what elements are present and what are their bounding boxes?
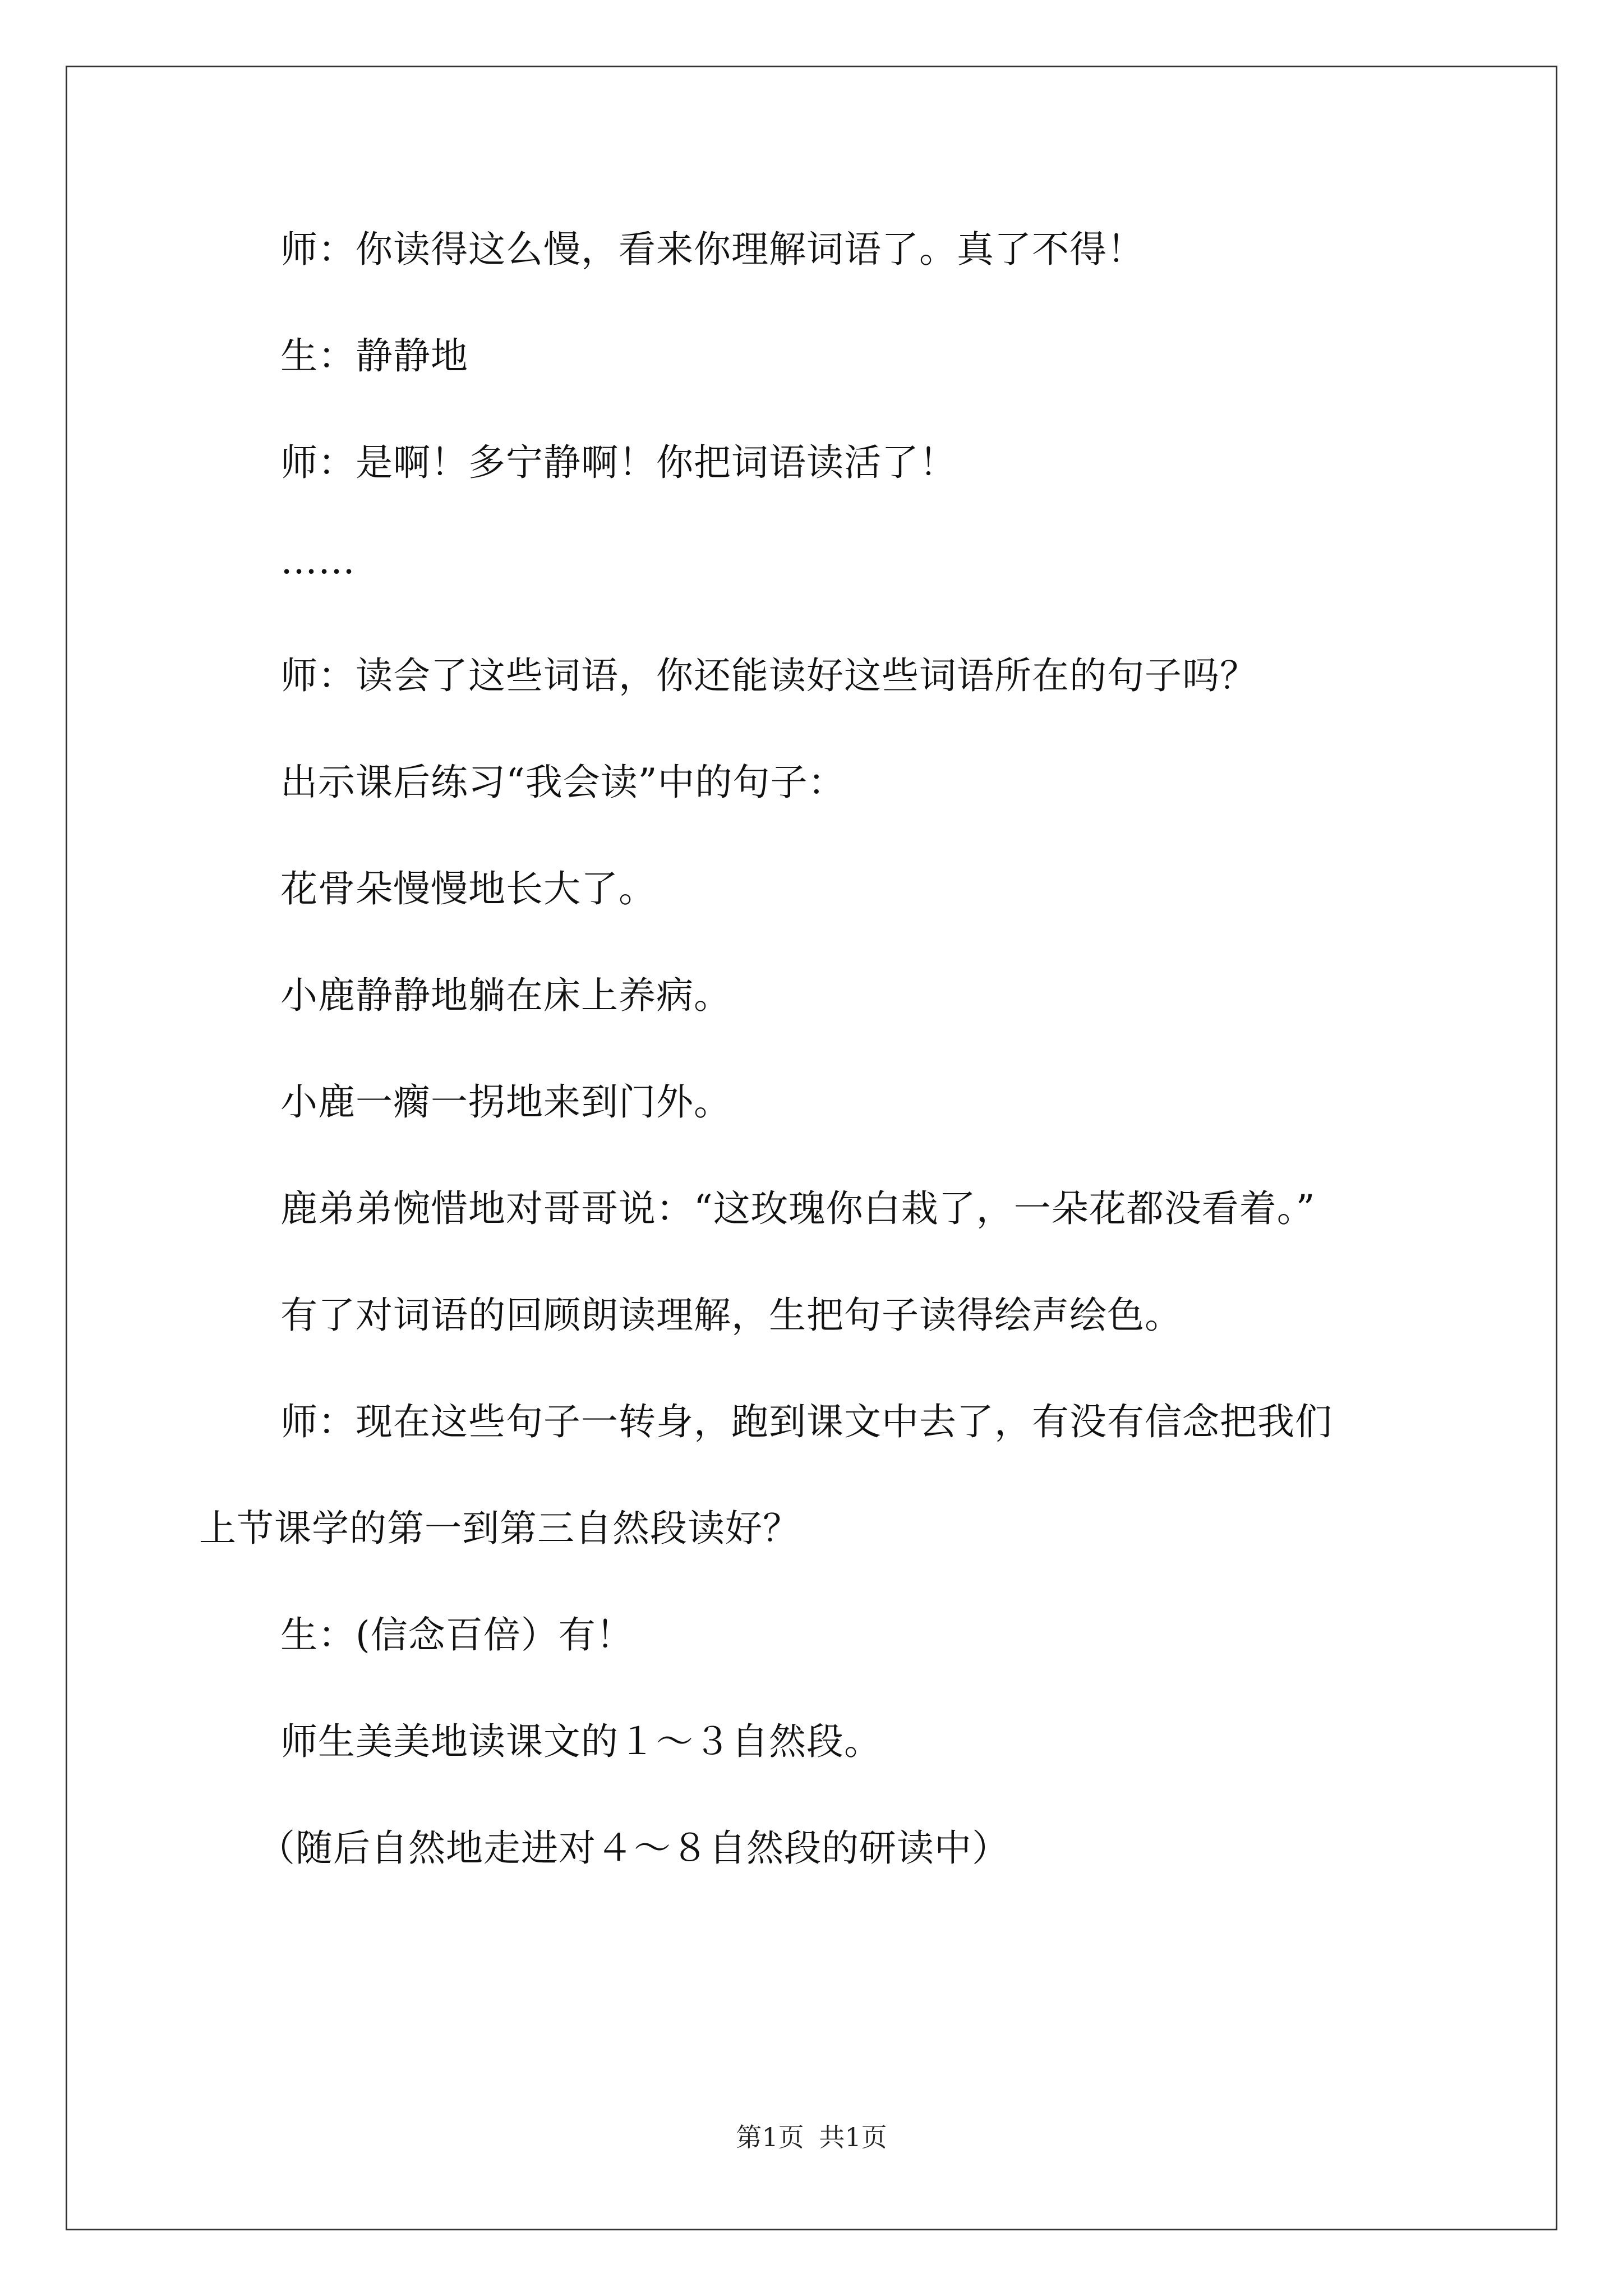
page-footer — [0, 2120, 1623, 2154]
paragraph-10: 鹿弟弟惋惜地对哥哥说：“这玫瑰你白栽了，一朵花都没看着。” — [280, 1187, 1316, 1230]
paragraph-5: 师：读会了这些词语，你还能读好这些词语所在的句子吗？ — [280, 654, 1257, 697]
page-number-current: 第1页 — [736, 2122, 804, 2152]
paragraph-12-continued: 上节课学的第一到第三自然段读好？ — [199, 1507, 800, 1550]
paragraph-ellipsis: …… — [280, 539, 356, 582]
paragraph-8: 小鹿静静地躺在床上养病。 — [280, 974, 731, 1017]
paragraph-6: 出示课后练习“我会读”中的句子： — [280, 761, 846, 804]
paragraph-2: 生：静静地 — [280, 334, 468, 378]
page-number-total: 共1页 — [819, 2122, 887, 2152]
page-border — [66, 66, 1557, 2230]
paragraph-14: 师生美美地读课文的１～３自然段。 — [280, 1720, 882, 1763]
paragraph-13: 生：(信念百倍）有！ — [280, 1613, 634, 1657]
paragraph-15: （随后自然地走进对４～８自然段的研读中） — [258, 1826, 1009, 1870]
paragraph-3: 师：是啊！多宁静啊！你把词语读活了！ — [280, 441, 957, 484]
paragraph-9: 小鹿一瘸一拐地来到门外。 — [280, 1080, 731, 1124]
paragraph-12: 师：现在这些句子一转身，跑到课文中去了，有没有信念把我们 — [280, 1400, 1332, 1443]
paragraph-11: 有了对词语的回顾朗读理解，生把句子读得绘声绘色。 — [280, 1294, 1182, 1337]
paragraph-1: 师：你读得这么慢，看来你理解词语了。真了不得！ — [280, 228, 1145, 271]
paragraph-7: 花骨朵慢慢地长大了。 — [280, 867, 656, 910]
